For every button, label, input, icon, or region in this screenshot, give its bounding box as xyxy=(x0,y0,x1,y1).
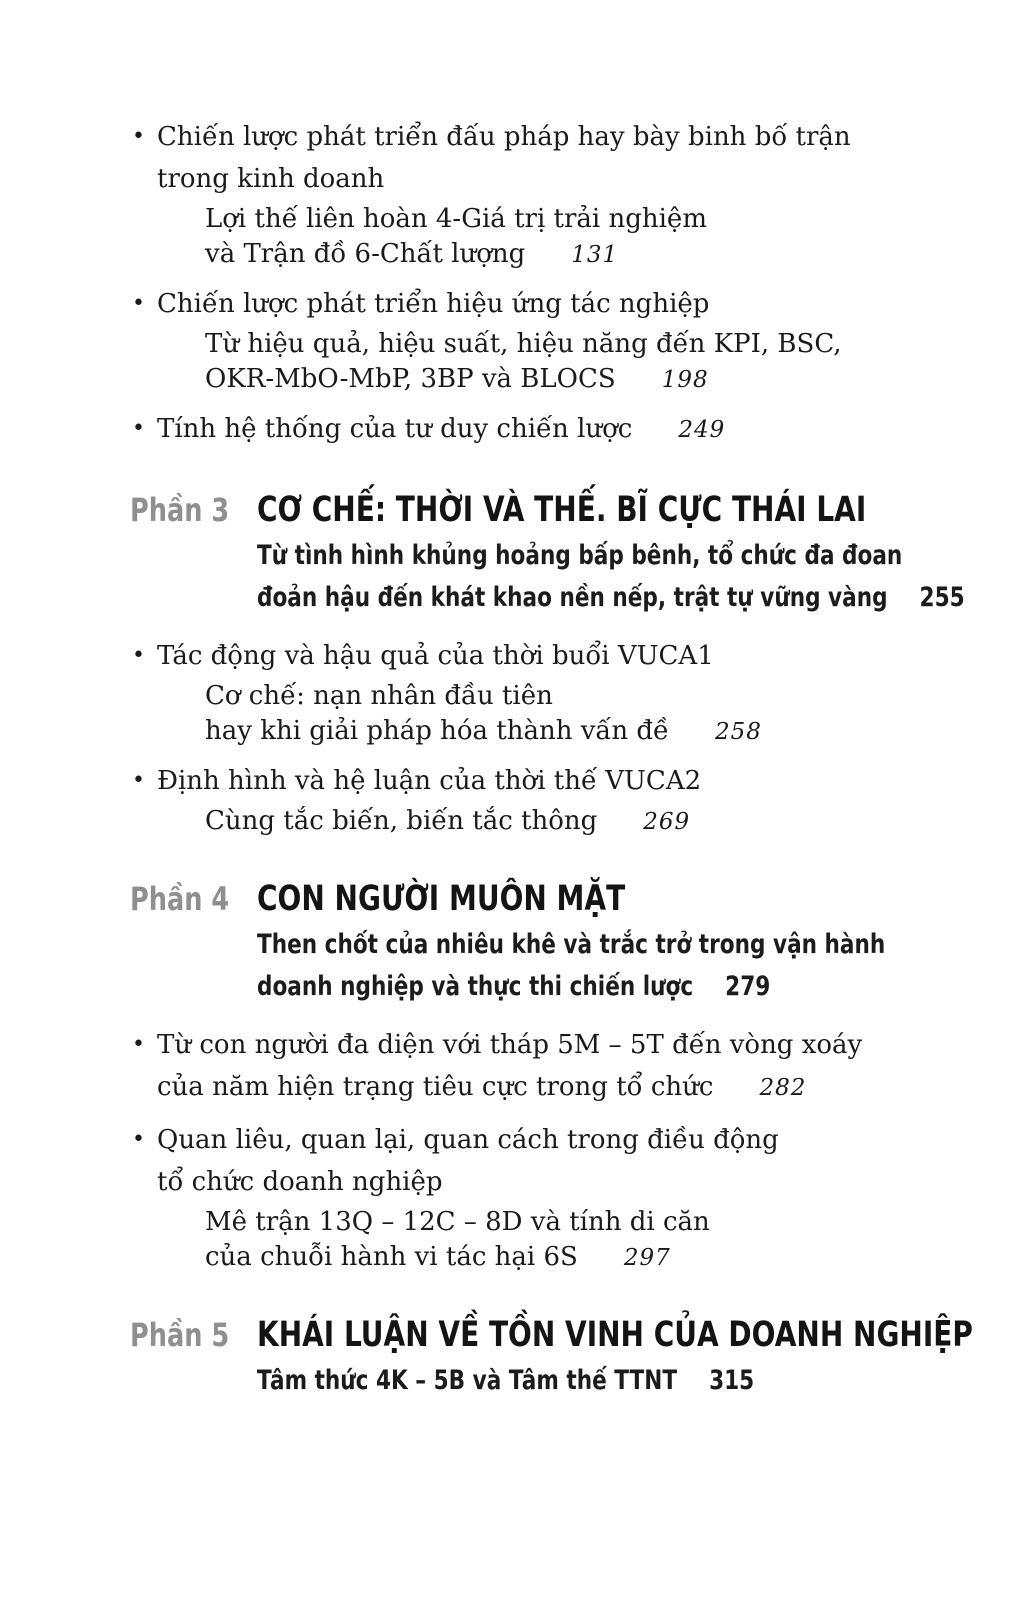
page-number: 279 xyxy=(725,971,771,1002)
subtitle-text: OKR-MbO-MbP, 3BP và BLOCS xyxy=(205,364,616,394)
entry-subtitle-line xyxy=(205,1240,984,1276)
toc-entry xyxy=(130,116,984,273)
part-section xyxy=(130,487,984,617)
part-label-text: Phần 3 xyxy=(130,491,230,529)
bullet-icon: • xyxy=(132,768,145,793)
page-number: 297 xyxy=(623,1245,671,1271)
part-heading-row xyxy=(130,1312,984,1358)
bullet-icon: • xyxy=(132,124,145,149)
entry-subtitle-line xyxy=(205,714,984,750)
toc-entry xyxy=(130,1024,984,1109)
part-heading xyxy=(257,1312,1024,1358)
entry-title-line: Chiến lược phát triển đấu pháp hay bày binh bố trận xyxy=(157,122,851,152)
part-section xyxy=(130,876,984,1006)
bullet-icon: • xyxy=(132,291,145,316)
entry-subtitle xyxy=(157,804,984,840)
entry-subtitle-line xyxy=(205,362,984,398)
part-subtitle-line xyxy=(257,537,984,575)
subtitle-text: và Trận đồ 6-Chất lượng xyxy=(205,239,526,269)
part-heading xyxy=(257,487,1019,533)
subtitle-wrap xyxy=(257,579,965,617)
part-label xyxy=(130,1312,257,1358)
entry-title-line: Quan liêu, quan lại, quan cách trong điều động xyxy=(157,1125,779,1155)
subtitle-text: hay khi giải pháp hóa thành vấn đề xyxy=(205,716,670,746)
part-heading-text: KHÁI LUẬN VỀ TỒN VINH CỦA DOANH NGHIỆP xyxy=(257,1315,973,1355)
page-number: 131 xyxy=(571,242,619,268)
entry-title-line: Chiến lược phát triển hiệu ứng tác nghiệp xyxy=(157,289,710,319)
toc-entry xyxy=(130,283,984,398)
entry-title-line: trong kinh doanh xyxy=(157,164,385,194)
bullet-icon: • xyxy=(132,1032,145,1057)
entry-title-line xyxy=(157,1066,984,1109)
subtitle-text: Từ tình hình khủng hoảng bấp bênh, tổ chức đa đoan xyxy=(257,540,903,571)
entry-subtitle-line: Lợi thế liên hoàn 4-Giá trị trải nghiệm xyxy=(205,204,707,234)
bullet-icon: • xyxy=(132,416,145,441)
part-subtitle-line xyxy=(257,926,984,964)
part-section xyxy=(130,1312,984,1400)
entry-subtitle xyxy=(157,327,984,398)
entry-subtitle-line xyxy=(205,804,984,840)
entry-title-line xyxy=(157,408,984,451)
toc-entry xyxy=(130,408,984,451)
entry-title-line: tổ chức doanh nghiệp xyxy=(157,1167,443,1197)
page-number: 255 xyxy=(919,582,965,613)
subtitle-text: doanh nghiệp và thực thi chiến lược xyxy=(257,971,694,1002)
part-heading xyxy=(257,876,717,922)
page-number: 269 xyxy=(643,809,691,835)
part-label-text: Phần 5 xyxy=(130,1316,230,1354)
entry-subtitle-line: Từ hiệu quả, hiệu suất, hiệu năng đến KPI, BSC, xyxy=(205,329,842,359)
subtitle-wrap xyxy=(257,968,770,1006)
page-number: 249 xyxy=(678,417,726,443)
subtitle-text: Cùng tắc biến, biến tắc thông xyxy=(205,806,598,836)
part-label xyxy=(130,487,257,533)
part-heading-row xyxy=(130,487,984,533)
part-subtitle-line xyxy=(257,579,984,617)
entry-title-line: Tác động và hậu quả của thời buổi VUCA1 xyxy=(157,641,714,671)
page-number: 258 xyxy=(715,719,762,745)
page-number: 315 xyxy=(709,1365,755,1396)
part-subtitle-line xyxy=(257,1362,984,1400)
entry-subtitle xyxy=(157,679,984,750)
title-text: Tính hệ thống của tư duy chiến lược xyxy=(157,414,633,444)
subtitle-text: đoản hậu đến khát khao nền nếp, trật tự vững vàng xyxy=(257,582,888,613)
part-heading-text: CƠ CHẾ: THỜI VÀ THẾ. BĨ CỰC THÁI LAI xyxy=(257,490,867,530)
subtitle-text: Tâm thức 4K – 5B và Tâm thế TTNT xyxy=(257,1365,678,1396)
subtitle-text: của chuỗi hành vi tác hại 6S xyxy=(205,1242,578,1272)
toc-entry xyxy=(130,1119,984,1276)
bullet-icon: • xyxy=(132,643,145,668)
toc-entry xyxy=(130,635,984,750)
bullet-icon: • xyxy=(132,1127,145,1152)
subtitle-wrap xyxy=(257,1362,754,1400)
part-label xyxy=(130,876,257,922)
title-text: của năm hiện trạng tiêu cực trong tổ chức xyxy=(157,1072,714,1102)
subtitle-text: Then chốt của nhiêu khê và trắc trở trong vận hành xyxy=(257,929,886,960)
entry-title-line: Từ con người đa diện với tháp 5M – 5T đến vòng xoáy xyxy=(157,1030,863,1060)
part-label-text: Phần 4 xyxy=(130,880,230,918)
toc-entry xyxy=(130,760,984,840)
entry-subtitle-line xyxy=(205,237,984,273)
entry-subtitle xyxy=(157,202,984,273)
page-number: 282 xyxy=(759,1075,807,1101)
part-heading-row xyxy=(130,876,984,922)
entry-subtitle-line: Cơ chế: nạn nhân đầu tiên xyxy=(205,681,553,711)
entry-title-line: Định hình và hệ luận của thời thế VUCA2 xyxy=(157,766,702,796)
part-subtitle-line xyxy=(257,968,984,1006)
entry-subtitle-line: Mê trận 13Q – 12C – 8D và tính di căn xyxy=(205,1207,710,1237)
part-heading-text: CON NGƯỜI MUÔN MẶT xyxy=(257,879,626,919)
entry-subtitle xyxy=(157,1205,984,1276)
page-number: 198 xyxy=(661,367,709,393)
